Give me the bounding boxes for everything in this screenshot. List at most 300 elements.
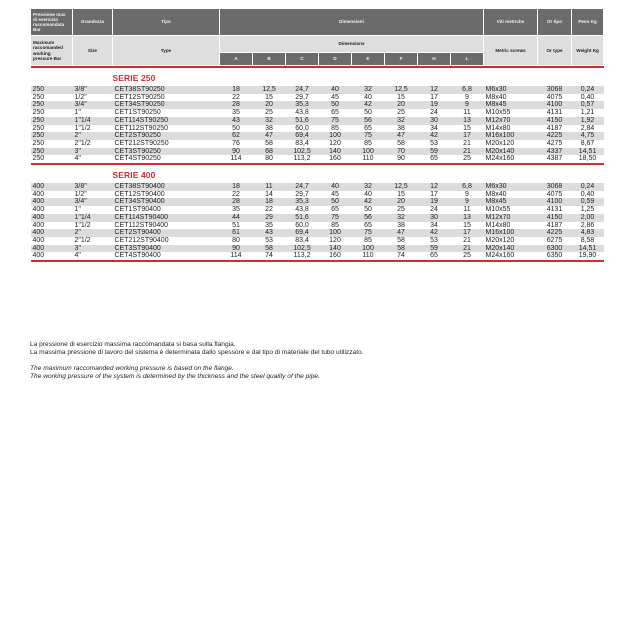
cell-weight: 18,50 (572, 155, 604, 163)
table-row (31, 117, 604, 125)
cell-weight: 2,00 (572, 214, 604, 222)
cell-dim-b: 58 (253, 140, 286, 148)
cell-dim-b: 53 (253, 237, 286, 245)
cell-dim-f: 12,5 (385, 86, 418, 94)
table-row (31, 125, 604, 133)
cell-type: CET1ST90400 (113, 206, 220, 214)
cell-dim-f: 25 (385, 206, 418, 214)
header-dim-f: F (385, 53, 418, 66)
header-weight-it: Peso Kg (572, 9, 604, 36)
cell-screw: M20x120 (484, 237, 538, 245)
header-dim-c: C (286, 53, 319, 66)
cell-pressure: 400 (31, 237, 73, 245)
cell-weight: 0,59 (572, 198, 604, 206)
cell-dim-f: 58 (385, 237, 418, 245)
cell-type: CET3ST90250 (113, 148, 220, 156)
series-250-rows (31, 86, 604, 163)
cell-pressure: 250 (31, 86, 73, 94)
header-dimensions-en: Dimensions (220, 36, 484, 53)
cell-dim-d: 75 (319, 214, 352, 222)
cell-weight: 14,51 (572, 148, 604, 156)
header-weight-en: Weight Kg (572, 36, 604, 66)
cell-type: CET112ST90400 (113, 222, 220, 230)
cell-weight: 0,24 (572, 183, 604, 191)
cell-screw: M6x30 (484, 86, 538, 94)
table-row (31, 252, 604, 260)
cell-dim-c: 113,2 (286, 252, 319, 260)
header-screws-it: Viti metriche (484, 9, 538, 36)
cell-dim-a: 90 (220, 245, 253, 253)
cell-dim-h: 24 (418, 109, 451, 117)
cell-size: 2" (73, 229, 113, 237)
cell-dim-d: 85 (319, 222, 352, 230)
cell-weight: 2,86 (572, 222, 604, 230)
cell-or-type: 4187 (538, 222, 572, 230)
header-or-en: Or type (538, 36, 572, 66)
cell-type: CET4ST90250 (113, 155, 220, 163)
cell-dim-d: 65 (319, 206, 352, 214)
cell-dim-a: 114 (220, 155, 253, 163)
cell-dim-h: 12 (418, 183, 451, 191)
cell-dim-e: 56 (352, 117, 385, 125)
cell-dim-f: 15 (385, 191, 418, 199)
cell-or-type: 4225 (538, 229, 572, 237)
cell-dim-e: 56 (352, 214, 385, 222)
cell-dim-a: 22 (220, 191, 253, 199)
cell-dim-l: 13 (451, 117, 484, 125)
cell-size: 1" (73, 109, 113, 117)
cell-dim-e: 65 (352, 125, 385, 133)
cell-dim-h: 65 (418, 252, 451, 260)
cell-pressure: 400 (31, 252, 73, 260)
cell-dim-f: 38 (385, 125, 418, 133)
red-divider (31, 260, 604, 262)
cell-dim-l: 15 (451, 222, 484, 230)
cell-dim-b: 18 (253, 198, 286, 206)
cell-dim-l: 11 (451, 206, 484, 214)
cell-dim-e: 42 (352, 198, 385, 206)
cell-type: CET12ST90400 (113, 191, 220, 199)
cell-type: CET1ST90250 (113, 109, 220, 117)
cell-dim-l: 21 (451, 245, 484, 253)
header-dim-h: H (418, 53, 451, 66)
cell-or-type: 4131 (538, 109, 572, 117)
cell-weight: 14,51 (572, 245, 604, 253)
cell-type: CET34ST90250 (113, 101, 220, 109)
cell-weight: 1,25 (572, 206, 604, 214)
table-row (31, 101, 604, 109)
cell-weight: 0,57 (572, 101, 604, 109)
cell-dim-c: 83,4 (286, 140, 319, 148)
cell-or-type: 4100 (538, 101, 572, 109)
cell-pressure: 250 (31, 109, 73, 117)
series-title: SERIE 400 (112, 170, 156, 181)
cell-pressure: 400 (31, 206, 73, 214)
cell-weight: 8,67 (572, 140, 604, 148)
note-it-1: La pressione di esercizio massima raccomandata si basa sulla flangia. (30, 341, 236, 348)
cell-dim-f: 47 (385, 132, 418, 140)
cell-dim-l: 21 (451, 148, 484, 156)
cell-dim-e: 100 (352, 245, 385, 253)
cell-size: 1/2" (73, 94, 113, 102)
cell-dim-h: 24 (418, 206, 451, 214)
cell-type: CET212ST90250 (113, 140, 220, 148)
cell-dim-f: 47 (385, 229, 418, 237)
cell-dim-d: 40 (319, 183, 352, 191)
table-row (31, 140, 604, 148)
cell-dim-d: 85 (319, 125, 352, 133)
cell-dim-l: 25 (451, 155, 484, 163)
cell-dim-l: 6,8 (451, 86, 484, 94)
cell-dim-a: 18 (220, 183, 253, 191)
cell-dim-l: 9 (451, 191, 484, 199)
cell-dim-a: 22 (220, 94, 253, 102)
cell-dim-c: 69,4 (286, 229, 319, 237)
cell-weight: 8,58 (572, 237, 604, 245)
cell-dim-h: 42 (418, 132, 451, 140)
cell-pressure: 250 (31, 140, 73, 148)
cell-dim-b: 22 (253, 206, 286, 214)
cell-screw: M8x40 (484, 94, 538, 102)
cell-dim-a: 50 (220, 125, 253, 133)
cell-dim-b: 35 (253, 222, 286, 230)
table-row (31, 229, 604, 237)
cell-dim-d: 100 (319, 132, 352, 140)
cell-dim-c: 60,0 (286, 222, 319, 230)
table-row (31, 94, 604, 102)
series-title: SERIE 250 (112, 73, 156, 83)
cell-dim-b: 74 (253, 252, 286, 260)
cell-weight: 0,40 (572, 191, 604, 199)
cell-dim-b: 29 (253, 214, 286, 222)
cell-size: 3" (73, 245, 113, 253)
cell-or-type: 4337 (538, 148, 572, 156)
cell-dim-a: 18 (220, 86, 253, 94)
cell-pressure: 400 (31, 198, 73, 206)
cell-type: CET114ST90400 (113, 214, 220, 222)
cell-weight: 1,92 (572, 117, 604, 125)
cell-or-type: 4075 (538, 94, 572, 102)
cell-dim-f: 70 (385, 148, 418, 156)
cell-or-type: 3068 (538, 183, 572, 191)
header-dim-d: D (319, 53, 352, 66)
cell-dim-d: 40 (319, 86, 352, 94)
cell-size: 1/2" (73, 191, 113, 199)
cell-dim-l: 17 (451, 132, 484, 140)
cell-screw: M8x40 (484, 191, 538, 199)
cell-weight: 0,24 (572, 86, 604, 94)
cell-dim-a: 43 (220, 117, 253, 125)
cell-dim-c: 43,8 (286, 109, 319, 117)
cell-dim-d: 140 (319, 148, 352, 156)
cell-type: CET2ST90400 (113, 229, 220, 237)
cell-dim-b: 43 (253, 229, 286, 237)
cell-dim-e: 85 (352, 140, 385, 148)
cell-type: CET4ST90400 (113, 252, 220, 260)
cell-size: 4" (73, 155, 113, 163)
cell-weight: 4,75 (572, 132, 604, 140)
cell-pressure: 250 (31, 148, 73, 156)
cell-or-type: 6300 (538, 245, 572, 253)
cell-screw: M14x80 (484, 125, 538, 133)
header-or-it: Or tipo (538, 9, 572, 36)
table-row (31, 206, 604, 214)
cell-dim-e: 50 (352, 109, 385, 117)
cell-or-type: 4187 (538, 125, 572, 133)
cell-dim-e: 65 (352, 222, 385, 230)
series-400-heading (31, 165, 604, 183)
table-row (31, 86, 604, 94)
cell-dim-b: 12,5 (253, 86, 286, 94)
cell-dim-c: 43,8 (286, 206, 319, 214)
cell-screw: M6x30 (484, 183, 538, 191)
cell-dim-d: 65 (319, 109, 352, 117)
cell-dim-c: 51,6 (286, 214, 319, 222)
cell-screw: M24x160 (484, 155, 538, 163)
cell-dim-a: 114 (220, 252, 253, 260)
cell-dim-b: 47 (253, 132, 286, 140)
cell-type: CET34ST90400 (113, 198, 220, 206)
header-dim-e: E (352, 53, 385, 66)
header-dim-a: A (220, 53, 253, 66)
cell-pressure: 250 (31, 132, 73, 140)
cell-dim-e: 100 (352, 148, 385, 156)
table-row (31, 109, 604, 117)
table-row (31, 214, 604, 222)
table-row (31, 222, 604, 230)
cell-type: CET38ST90250 (113, 86, 220, 94)
cell-screw: M16x100 (484, 132, 538, 140)
cell-dim-l: 13 (451, 214, 484, 222)
cell-dim-b: 15 (253, 94, 286, 102)
header-pressure-it: Pressione max di esercizio raccomandata Bar (31, 9, 73, 36)
header-dim-l: L (451, 53, 484, 66)
cell-dim-a: 35 (220, 206, 253, 214)
cell-size: 3/8" (73, 86, 113, 94)
series-250-heading (31, 68, 604, 86)
note-it-2: La massima pressione di lavoro del sistema è determinata dallo spessore e dal tipo di materiale del tubo utilizzato. (30, 349, 364, 356)
notes (30, 341, 364, 381)
cell-dim-c: 29,7 (286, 191, 319, 199)
cell-dim-h: 53 (418, 140, 451, 148)
cell-type: CET3ST90400 (113, 245, 220, 253)
cell-dim-d: 120 (319, 140, 352, 148)
cell-dim-l: 9 (451, 101, 484, 109)
cell-dim-l: 15 (451, 125, 484, 133)
cell-screw: M14x80 (484, 222, 538, 230)
table-row (31, 191, 604, 199)
header-dim-b: B (253, 53, 286, 66)
cell-dim-e: 40 (352, 191, 385, 199)
cell-size: 2" (73, 132, 113, 140)
cell-dim-a: 28 (220, 198, 253, 206)
cell-dim-l: 6,8 (451, 183, 484, 191)
cell-dim-h: 17 (418, 94, 451, 102)
cell-dim-e: 85 (352, 237, 385, 245)
cell-dim-b: 58 (253, 245, 286, 253)
table-row (31, 155, 604, 163)
cell-or-type: 6350 (538, 252, 572, 260)
cell-pressure: 400 (31, 183, 73, 191)
cell-type: CET112ST90250 (113, 125, 220, 133)
cell-dim-e: 75 (352, 132, 385, 140)
cell-dim-d: 50 (319, 101, 352, 109)
cell-screw: M12x70 (484, 214, 538, 222)
cell-dim-h: 17 (418, 191, 451, 199)
cell-or-type: 3068 (538, 86, 572, 94)
cell-type: CET212ST90400 (113, 237, 220, 245)
cell-dim-e: 32 (352, 86, 385, 94)
cell-dim-b: 68 (253, 148, 286, 156)
cell-dim-l: 17 (451, 229, 484, 237)
cell-screw: M20x140 (484, 245, 538, 253)
cell-size: 3" (73, 148, 113, 156)
cell-dim-h: 30 (418, 214, 451, 222)
header-type-en: Type (113, 36, 220, 66)
cell-dim-c: 29,7 (286, 94, 319, 102)
cell-dim-a: 44 (220, 214, 253, 222)
cell-dim-l: 21 (451, 237, 484, 245)
cell-dim-l: 9 (451, 94, 484, 102)
cell-weight: 4,83 (572, 229, 604, 237)
header-type-it: Tipo (113, 9, 220, 36)
cell-dim-l: 21 (451, 140, 484, 148)
cell-dim-d: 100 (319, 229, 352, 237)
table-row (31, 198, 604, 206)
table-row (31, 132, 604, 140)
cell-weight: 19,90 (572, 252, 604, 260)
cell-size: 1"1/2 (73, 125, 113, 133)
fittings-table (30, 8, 604, 262)
cell-dim-e: 32 (352, 183, 385, 191)
cell-dim-a: 51 (220, 222, 253, 230)
cell-size: 3/4" (73, 198, 113, 206)
cell-type: CET12ST90250 (113, 94, 220, 102)
cell-dim-h: 30 (418, 117, 451, 125)
header-screws-en: Metric screws (484, 36, 538, 66)
cell-dim-e: 110 (352, 155, 385, 163)
cell-dim-b: 11 (253, 183, 286, 191)
cell-dim-b: 14 (253, 191, 286, 199)
cell-dim-b: 38 (253, 125, 286, 133)
cell-dim-h: 34 (418, 125, 451, 133)
cell-dim-e: 42 (352, 101, 385, 109)
cell-dim-a: 61 (220, 229, 253, 237)
cell-dim-h: 53 (418, 237, 451, 245)
cell-or-type: 4150 (538, 117, 572, 125)
cell-type: CET2ST90250 (113, 132, 220, 140)
cell-dim-a: 76 (220, 140, 253, 148)
cell-pressure: 400 (31, 222, 73, 230)
cell-dim-d: 160 (319, 252, 352, 260)
cell-dim-f: 38 (385, 222, 418, 230)
cell-dim-l: 9 (451, 198, 484, 206)
cell-or-type: 4225 (538, 132, 572, 140)
cell-or-type: 4131 (538, 206, 572, 214)
cell-pressure: 250 (31, 117, 73, 125)
cell-size: 1" (73, 206, 113, 214)
cell-pressure: 400 (31, 229, 73, 237)
cell-dim-c: 35,3 (286, 198, 319, 206)
cell-type: CET114ST90250 (113, 117, 220, 125)
cell-dim-f: 74 (385, 252, 418, 260)
cell-screw: M10x55 (484, 109, 538, 117)
cell-dim-h: 65 (418, 155, 451, 163)
note-en-1: The maximum raccomanded working pressure is based on the flange. (30, 365, 234, 372)
table-row (31, 148, 604, 156)
cell-or-type: 4075 (538, 191, 572, 199)
cell-pressure: 250 (31, 125, 73, 133)
cell-dim-f: 15 (385, 94, 418, 102)
table-row (31, 245, 604, 253)
cell-dim-c: 24,7 (286, 183, 319, 191)
cell-dim-e: 110 (352, 252, 385, 260)
spec-sheet (30, 8, 604, 262)
cell-screw: M24x160 (484, 252, 538, 260)
cell-size: 2"1/2 (73, 140, 113, 148)
cell-dim-d: 45 (319, 191, 352, 199)
cell-pressure: 250 (31, 155, 73, 163)
cell-dim-l: 11 (451, 109, 484, 117)
cell-type: CET38ST90400 (113, 183, 220, 191)
cell-size: 1"1/4 (73, 214, 113, 222)
table-row (31, 237, 604, 245)
cell-weight: 2,84 (572, 125, 604, 133)
cell-size: 4" (73, 252, 113, 260)
cell-dim-c: 69,4 (286, 132, 319, 140)
cell-or-type: 4100 (538, 198, 572, 206)
cell-dim-b: 80 (253, 155, 286, 163)
cell-dim-d: 50 (319, 198, 352, 206)
cell-dim-c: 113,2 (286, 155, 319, 163)
cell-size: 2"1/2 (73, 237, 113, 245)
cell-dim-e: 40 (352, 94, 385, 102)
cell-dim-f: 20 (385, 101, 418, 109)
cell-dim-h: 12 (418, 86, 451, 94)
cell-dim-f: 20 (385, 198, 418, 206)
cell-dim-a: 28 (220, 101, 253, 109)
cell-size: 1"1/4 (73, 117, 113, 125)
cell-dim-a: 80 (220, 237, 253, 245)
cell-screw: M8x45 (484, 198, 538, 206)
cell-pressure: 400 (31, 245, 73, 253)
cell-dim-e: 50 (352, 206, 385, 214)
cell-dim-c: 60,0 (286, 125, 319, 133)
cell-or-type: 4150 (538, 214, 572, 222)
header-dimensions-it: Dimensioni (220, 9, 484, 36)
cell-pressure: 250 (31, 101, 73, 109)
cell-dim-d: 120 (319, 237, 352, 245)
cell-dim-f: 32 (385, 117, 418, 125)
cell-dim-c: 102,5 (286, 148, 319, 156)
cell-weight: 1,21 (572, 109, 604, 117)
cell-dim-d: 140 (319, 245, 352, 253)
cell-screw: M8x45 (484, 101, 538, 109)
cell-dim-e: 75 (352, 229, 385, 237)
cell-size: 1"1/2 (73, 222, 113, 230)
cell-dim-h: 42 (418, 229, 451, 237)
cell-dim-c: 35,3 (286, 101, 319, 109)
cell-pressure: 400 (31, 214, 73, 222)
cell-or-type: 4387 (538, 155, 572, 163)
cell-dim-d: 75 (319, 117, 352, 125)
cell-dim-c: 51,6 (286, 117, 319, 125)
note-en-2: The working pressure of the system is determined by the thickness and the steel quality of the pipe. (30, 373, 320, 380)
cell-dim-h: 19 (418, 198, 451, 206)
cell-screw: M16x100 (484, 229, 538, 237)
cell-screw: M12x70 (484, 117, 538, 125)
header-pressure-en: Maximum raccomanded working pressure Bar (31, 36, 73, 66)
